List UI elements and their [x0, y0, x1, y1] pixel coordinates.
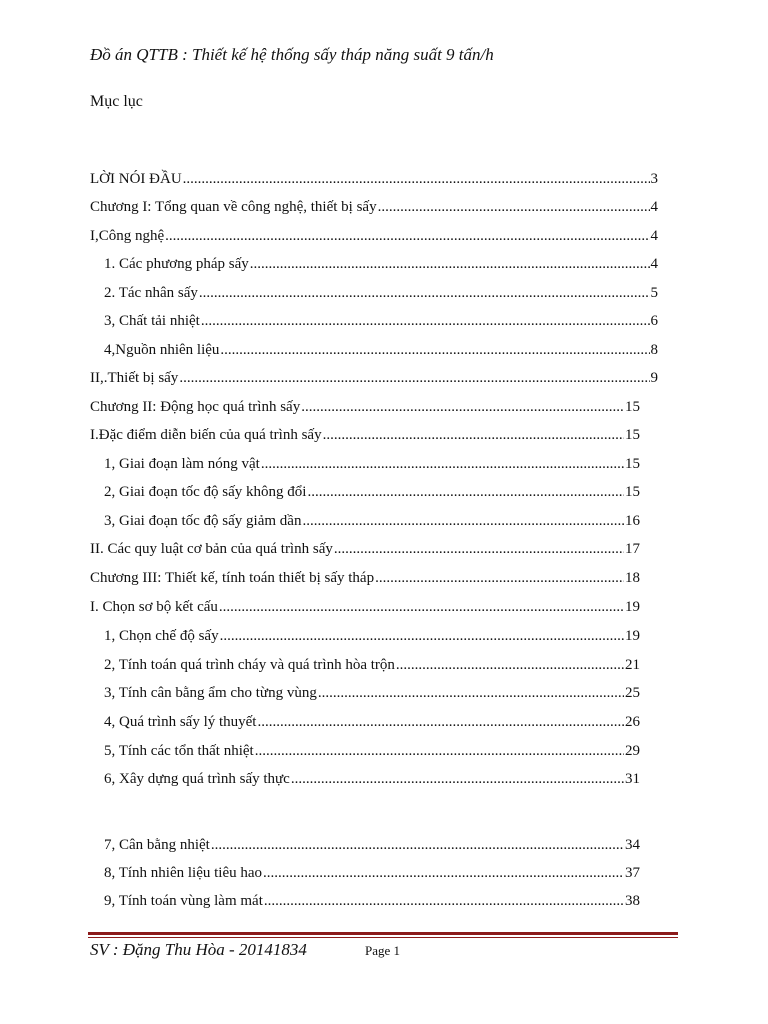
dot-leader: [378, 196, 650, 218]
toc-entry[interactable]: [104, 510, 640, 532]
toc-entry[interactable]: [90, 424, 640, 446]
dot-leader: [301, 396, 624, 418]
dot-leader: [250, 253, 650, 275]
toc-entry-page: 15: [625, 484, 640, 500]
toc-entry-page: 26: [625, 714, 640, 730]
toc-entry[interactable]: [90, 396, 640, 418]
dot-leader: [211, 834, 624, 856]
footer-author: SV : Đặng Thu Hòa - 20141834: [90, 940, 307, 959]
toc-entry[interactable]: [104, 862, 640, 884]
toc-entry-page: 5: [650, 285, 658, 301]
toc-entry-label: 8, Tính nhiên liệu tiêu hao: [104, 865, 263, 881]
toc-entry-page: 9: [650, 370, 658, 386]
toc-entry[interactable]: [104, 890, 640, 912]
dot-leader: [396, 654, 624, 676]
toc-entry[interactable]: [90, 225, 658, 247]
toc-entry-page: 8: [650, 342, 658, 358]
toc-entry[interactable]: [104, 282, 658, 304]
toc-entry-page: 38: [625, 893, 640, 909]
toc-entry[interactable]: [90, 538, 640, 560]
toc-heading: Mục lục: [90, 93, 143, 110]
dot-leader: [201, 310, 650, 332]
toc-entry-page: 6: [650, 313, 658, 329]
toc-entry-page: 18: [625, 570, 640, 586]
toc-entry[interactable]: [104, 682, 640, 704]
toc-entry-page: 37: [625, 865, 640, 881]
toc-entry-label: 2, Tính toán quá trình cháy và quá trình hòa trộn: [104, 657, 395, 673]
toc-entry-page: 16: [625, 513, 640, 529]
toc-entry-label: 2, Giai đoạn tốc độ sấy không đổi: [104, 484, 307, 500]
toc-entry-label: 2. Tác nhân sấy: [104, 285, 198, 301]
toc-entry-page: 4: [650, 228, 658, 244]
toc-entry-label: Chương I: Tổng quan về công nghệ, thiết bị sấy: [90, 199, 377, 215]
toc-entry-page: 3: [650, 171, 658, 187]
toc-entry-label: 4,Nguồn nhiên liệu: [104, 342, 220, 358]
dot-leader: [263, 862, 624, 884]
toc-entry-label: 1. Các phương pháp sấy: [104, 256, 249, 272]
toc-entry-page: 4: [650, 199, 658, 215]
document-header: Đồ án QTTB : Thiết kế hệ thống sấy tháp năng suất 9 tấn/h: [90, 45, 494, 64]
footer-divider-thin: [88, 937, 678, 938]
dot-leader: [318, 682, 624, 704]
toc-entry-label: 9, Tính toán vùng làm mát: [104, 893, 263, 909]
toc-entry-page: 15: [625, 399, 640, 415]
toc-entry-page: 34: [625, 837, 640, 853]
toc-entry-label: 6, Xây dựng quá trình sấy thực: [104, 771, 290, 787]
toc-entry-label: 3, Chất tải nhiệt: [104, 313, 200, 329]
dot-leader: [255, 740, 624, 762]
toc-entry-label: I.Đặc điểm diễn biến của quá trình sấy: [90, 427, 322, 443]
toc-entry[interactable]: [104, 768, 640, 790]
dot-leader: [220, 339, 649, 361]
dot-leader: [291, 768, 624, 790]
toc-entry[interactable]: [90, 196, 658, 218]
toc-entry-page: 19: [625, 599, 640, 615]
toc-entry-label: 4, Quá trình sấy lý thuyết: [104, 714, 257, 730]
toc-entry-page: 19: [625, 628, 640, 644]
dot-leader: [307, 481, 624, 503]
toc-entry-label: II,.Thiết bị sấy: [90, 370, 179, 386]
dot-leader: [261, 453, 624, 475]
toc-entry[interactable]: [90, 567, 640, 589]
toc-entry[interactable]: [104, 453, 640, 475]
toc-entry[interactable]: [90, 367, 658, 389]
toc-entry-page: 15: [625, 456, 640, 472]
toc-entry[interactable]: [104, 481, 640, 503]
toc-entry-page: 25: [625, 685, 640, 701]
toc-entry-label: II. Các quy luật cơ bản của quá trình sấy: [90, 541, 333, 557]
dot-leader: [323, 424, 624, 446]
toc-entry-page: 15: [625, 427, 640, 443]
dot-leader: [165, 225, 649, 247]
toc-entry-label: 7, Cân bằng nhiệt: [104, 837, 210, 853]
dot-leader: [199, 282, 650, 304]
dot-leader: [183, 168, 650, 190]
footer-page-number: Page 1: [365, 943, 401, 958]
toc-entry-label: Chương III: Thiết kế, tính toán thiết bị sấy tháp: [90, 570, 375, 586]
dot-leader: [219, 596, 624, 618]
toc-entry[interactable]: [104, 711, 640, 733]
toc-entry[interactable]: [104, 339, 658, 361]
toc-entry[interactable]: [104, 654, 640, 676]
toc-entry-page: 31: [625, 771, 640, 787]
toc-entry-page: 21: [625, 657, 640, 673]
toc-entry[interactable]: [104, 740, 640, 762]
toc-entry-label: Chương II: Động học quá trình sấy: [90, 399, 301, 415]
dot-leader: [375, 567, 624, 589]
toc-entry[interactable]: [90, 168, 658, 190]
footer-divider: [88, 932, 678, 935]
toc-entry-page: 29: [625, 743, 640, 759]
toc-entry[interactable]: [90, 596, 640, 618]
toc-entry-label: 3, Tính cân bằng ẩm cho từng vùng: [104, 685, 317, 701]
dot-leader: [257, 711, 624, 733]
toc-entry-page: 4: [650, 256, 658, 272]
toc-entry-label: I,Công nghệ: [90, 228, 165, 244]
toc-entry-page: 17: [625, 541, 640, 557]
dot-leader: [264, 890, 624, 912]
toc-entry[interactable]: [104, 625, 640, 647]
toc-entry[interactable]: [104, 834, 640, 856]
toc-entry-label: I. Chọn sơ bộ kết cấu: [90, 599, 218, 615]
toc-entry-label: 1, Giai đoạn làm nóng vật: [104, 456, 260, 472]
dot-leader: [302, 510, 624, 532]
dot-leader: [334, 538, 624, 560]
toc-entry-label: 5, Tính các tổn thất nhiệt: [104, 743, 254, 759]
toc-entry[interactable]: [104, 310, 658, 332]
dot-leader: [179, 367, 649, 389]
toc-entry-label: 1, Chọn chế độ sấy: [104, 628, 219, 644]
toc-entry-label: 3, Giai đoạn tốc độ sấy giảm dần: [104, 513, 302, 529]
toc-entry-label: LỜI NÓI ĐẦU: [90, 171, 182, 187]
dot-leader: [220, 625, 624, 647]
toc-entry[interactable]: [104, 253, 658, 275]
